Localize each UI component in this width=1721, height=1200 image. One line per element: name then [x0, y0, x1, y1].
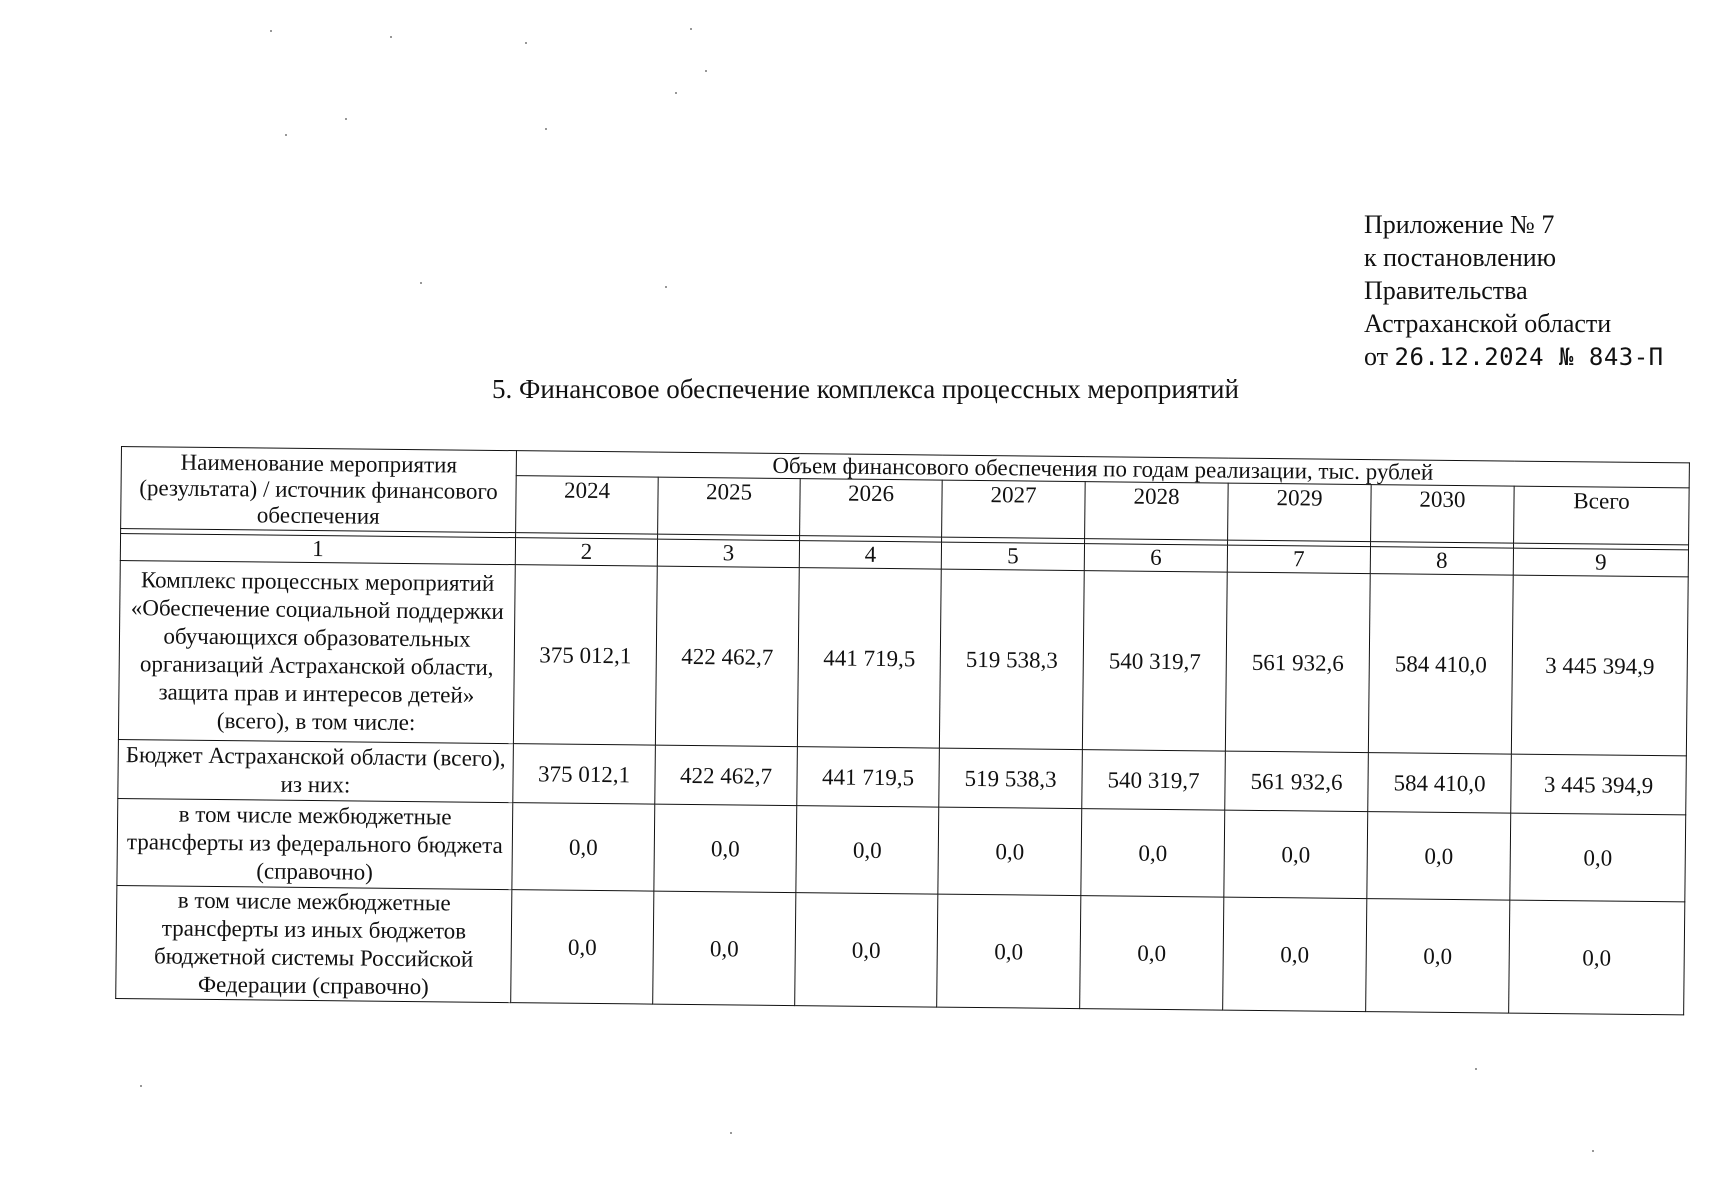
cell-value: 0,0 — [1224, 810, 1368, 898]
year-header: 2027 — [942, 480, 1086, 538]
cell-value: 561 932,6 — [1225, 572, 1370, 752]
column-number: 9 — [1513, 548, 1688, 577]
column-number: 2 — [515, 538, 657, 566]
column-number: 6 — [1084, 544, 1227, 572]
cell-value: 375 012,1 — [513, 744, 656, 804]
scan-speck — [705, 70, 707, 72]
scan-speck — [675, 92, 677, 94]
appendix-line: Астраханской области — [1364, 309, 1612, 338]
scan-speck — [140, 1085, 142, 1087]
volume-header: Объем финансового обеспечения по годам реализации, тыс. рублей — [516, 451, 1689, 488]
cell-value: 0,0 — [937, 894, 1081, 1008]
cell-value: 441 719,5 — [797, 568, 941, 748]
column-number: 8 — [1370, 547, 1513, 575]
cell-value: 540 319,7 — [1082, 750, 1226, 810]
appendix-line: Правительства — [1364, 276, 1528, 305]
appendix-date-prefix: от — [1364, 342, 1389, 371]
row-name: Комплекс процессных мероприятий «Обеспечение социальной поддержки обучающихся образовательных организаций Астраханской области, защита прав и интересов детей» (всего), в том числе: — [118, 560, 515, 743]
cell-value: 375 012,1 — [513, 565, 657, 745]
name-column-header: Наименование мероприятия (результата) / источник финансового обеспечения — [121, 447, 517, 533]
financing-table-wrapper — [115, 446, 1689, 1015]
table-row — [117, 798, 1686, 901]
cell-value: 519 538,3 — [939, 569, 1084, 749]
cell-value: 0,0 — [1509, 900, 1685, 1015]
scan-speck — [1592, 1150, 1594, 1152]
cell-value: 584 410,0 — [1368, 753, 1512, 813]
scan-speck — [285, 134, 287, 136]
cell-value: 540 319,7 — [1082, 571, 1227, 751]
cell-value: 0,0 — [796, 806, 939, 894]
scan-speck — [665, 286, 667, 288]
year-header: 2025 — [658, 477, 801, 535]
cell-value: 422 462,7 — [655, 745, 798, 805]
cell-value: 0,0 — [1223, 897, 1367, 1011]
year-header: 2030 — [1371, 485, 1515, 543]
year-header: 2024 — [516, 476, 659, 534]
table-row — [118, 560, 1688, 755]
scan-speck — [420, 282, 422, 284]
year-header: 2028 — [1085, 482, 1229, 540]
year-header: 2026 — [800, 479, 943, 537]
cell-value: 3 445 394,9 — [1511, 754, 1687, 815]
scan-speck — [690, 28, 692, 30]
cell-value: 584 410,0 — [1368, 574, 1513, 754]
appendix-date-line — [1364, 340, 1664, 374]
appendix-line: к постановлению — [1364, 243, 1557, 272]
total-header: Всего — [1514, 486, 1690, 545]
cell-value: 0,0 — [1080, 896, 1224, 1010]
section-title: 5. Финансовое обеспечение комплекса процессных мероприятий — [492, 374, 1239, 404]
cell-value: 441 719,5 — [797, 747, 940, 807]
scan-speck — [545, 128, 547, 130]
column-number: 1 — [120, 534, 515, 565]
row-name: в том числе межбюджетные трансферты из иных бюджетов бюджетной системы Российской Федерации (справочно) — [116, 885, 512, 1002]
cell-value: 0,0 — [1367, 812, 1511, 900]
cell-value: 0,0 — [795, 893, 938, 1007]
appendix-block — [1364, 208, 1664, 374]
table-row — [116, 885, 1685, 1014]
scan-speck — [270, 30, 272, 32]
appendix-date-number: 26.12.2024 № 843-П — [1394, 343, 1664, 371]
cell-value: 3 445 394,9 — [1511, 575, 1688, 756]
cell-value: 0,0 — [653, 891, 796, 1005]
cell-value: 0,0 — [1081, 809, 1225, 897]
year-header: 2029 — [1228, 483, 1372, 541]
column-number: 7 — [1227, 545, 1370, 573]
scan-speck — [525, 42, 527, 44]
row-name: в том числе межбюджетные трансферты из федерального бюджета (справочно) — [117, 798, 513, 889]
cell-value: 0,0 — [1366, 899, 1510, 1013]
cell-value: 0,0 — [654, 804, 797, 892]
cell-value: 422 462,7 — [655, 566, 799, 746]
column-number: 5 — [941, 542, 1084, 570]
scan-speck — [390, 36, 392, 38]
cell-value: 0,0 — [511, 890, 654, 1004]
cell-value: 561 932,6 — [1225, 751, 1369, 811]
cell-value: 0,0 — [938, 807, 1082, 895]
appendix-title: Приложение № 7 — [1364, 210, 1555, 239]
cell-value: 519 538,3 — [939, 748, 1083, 808]
cell-value: 0,0 — [512, 803, 655, 891]
row-name: Бюджет Астраханской области (всего), из них: — [118, 739, 514, 802]
column-number: 4 — [799, 541, 941, 569]
scan-speck — [1475, 1068, 1477, 1070]
column-number: 3 — [657, 539, 799, 567]
scan-speck — [345, 118, 347, 120]
cell-value: 0,0 — [1510, 813, 1686, 902]
scan-speck — [730, 1132, 732, 1134]
financing-table — [115, 446, 1690, 1015]
